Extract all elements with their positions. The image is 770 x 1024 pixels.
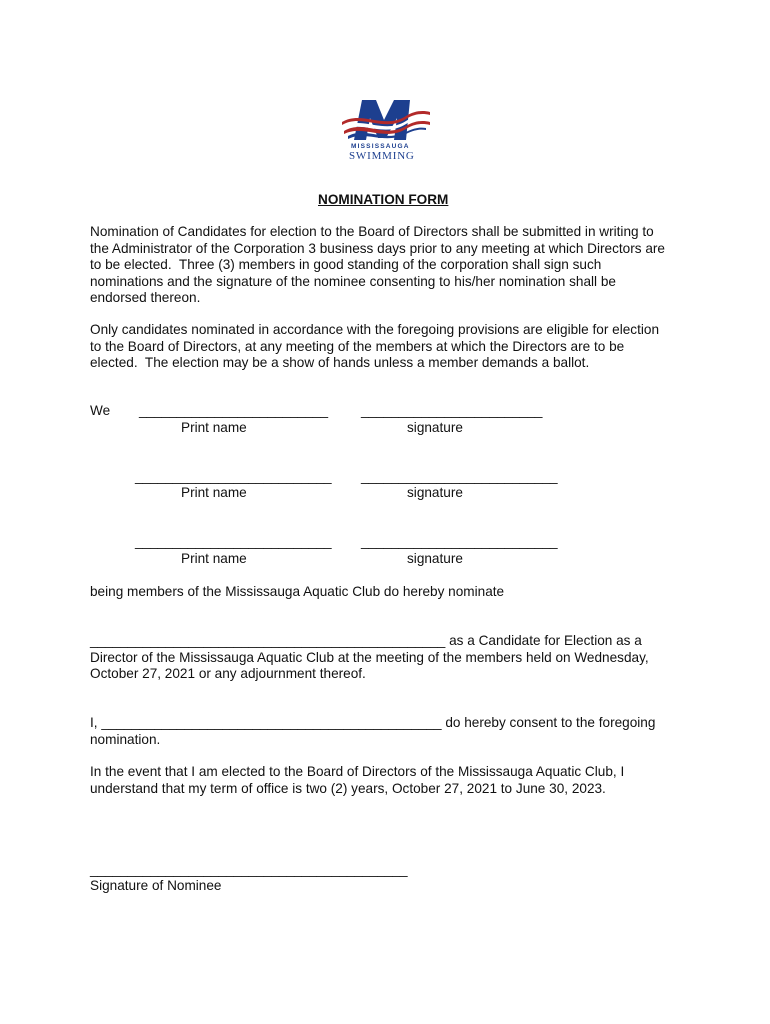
signature-line-2[interactable]: __________________________ (361, 469, 558, 484)
signature-line-1[interactable]: ________________________ (361, 403, 543, 418)
candidate-line: October 27, 2021 or any adjournment thereof. (90, 666, 366, 682)
print-name-line-2[interactable]: __________________________ (135, 469, 332, 484)
signature-label-3: signature (407, 551, 463, 566)
candidate-paragraph (90, 633, 680, 683)
consent-paragraph (90, 715, 680, 748)
print-name-line-1[interactable]: _________________________ (139, 403, 329, 418)
print-name-label-2: Print name (181, 485, 247, 500)
consent-line: nomination. (90, 731, 161, 747)
consent-line: I, _____________________________________________ do hereby consent to the foregoing (90, 715, 656, 730)
intro-line: the Administrator of the Corporation 3 business days prior to any meeting at which Directors are (90, 240, 665, 256)
nominee-signature-line[interactable]: __________________________________________ (90, 862, 408, 877)
logo-text-swimming: SWIMMING (349, 150, 415, 162)
term-line: understand that my term of office is two (2) years, October 27, 2021 to June 30, 2023. (90, 780, 606, 796)
intro-paragraph (90, 224, 680, 307)
logo-text-mississauga: MISSISSAUGA (351, 143, 410, 150)
eligibility-line: to the Board of Directors, at any meeting of the members at which the Directors are to be (90, 338, 625, 354)
term-line: In the event that I am elected to the Board of Directors of the Mississauga Aquatic Club, I (90, 764, 625, 779)
intro-line: endorsed thereon. (90, 290, 201, 306)
signature-label-1: signature (407, 420, 463, 435)
term-paragraph (90, 764, 680, 797)
eligibility-line: elected. The election may be a show of hands unless a member demands a ballot. (90, 355, 590, 371)
logo-m-mark (340, 96, 432, 146)
page-title: NOMINATION FORM (318, 192, 449, 207)
intro-line: nominations and the signature of the nominee consenting to his/her nomination shall be (90, 273, 616, 289)
print-name-line-3[interactable]: __________________________ (135, 534, 332, 549)
print-name-label-1: Print name (181, 420, 247, 435)
signature-line-3[interactable]: __________________________ (361, 534, 558, 549)
candidate-line: Director of the Mississauga Aquatic Club at the meeting of the members held on Wednesday, (90, 649, 649, 665)
members-statement: being members of the Mississauga Aquatic Club do hereby nominate (90, 584, 505, 599)
eligibility-paragraph (90, 322, 680, 372)
nominee-signature-label: Signature of Nominee (90, 878, 222, 893)
intro-line: Nomination of Candidates for election to the Board of Directors shall be submitted in writing to (90, 224, 654, 239)
print-name-label-3: Print name (181, 551, 247, 566)
candidate-line: _______________________________________________ as a Candidate for Election as a (90, 633, 642, 648)
signature-label-2: signature (407, 485, 463, 500)
we-label: We (90, 403, 111, 418)
eligibility-line: Only candidates nominated in accordance with the foregoing provisions are eligible for election (90, 322, 660, 337)
intro-line: to be elected. Three (3) members in good standing of the corporation shall sign such (90, 257, 602, 273)
